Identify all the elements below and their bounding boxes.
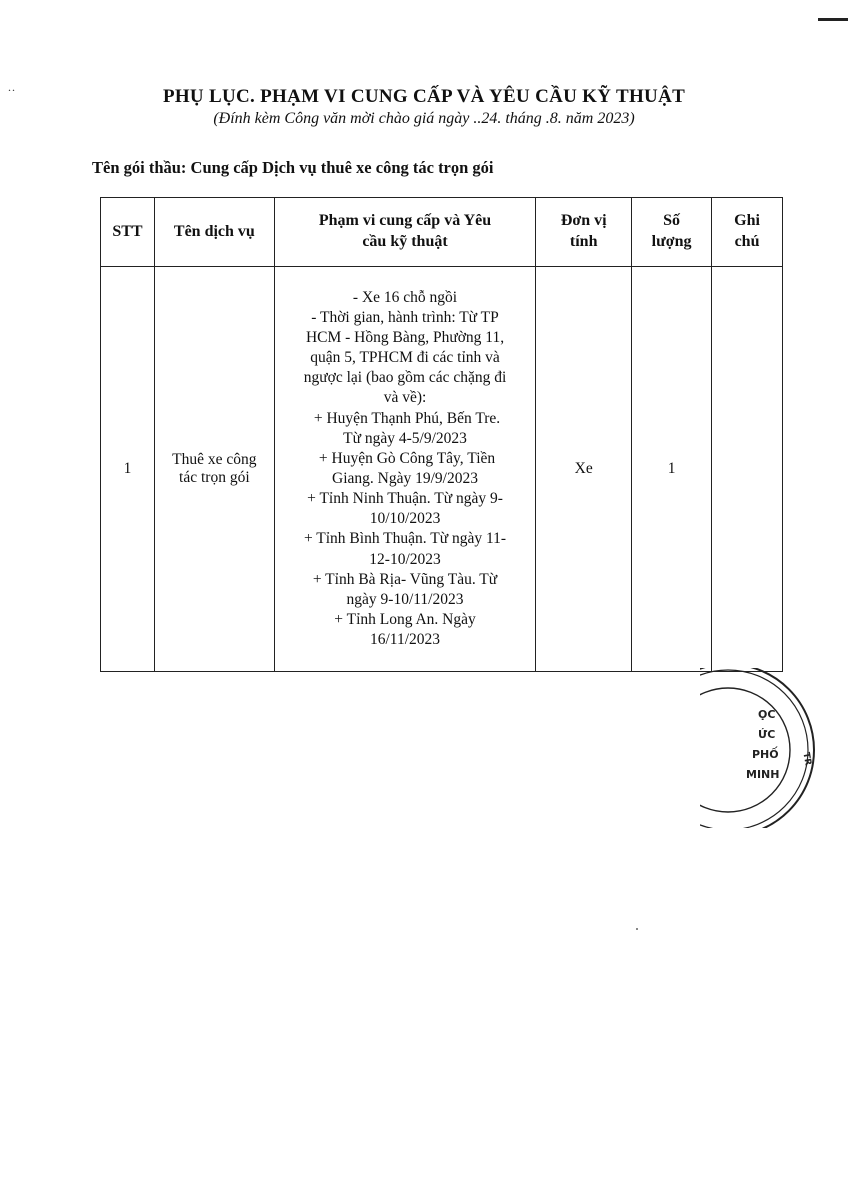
header-scope-line1: Phạm vi cung cấp và Yêu — [318, 212, 492, 230]
header-quantity-line2: lượng — [651, 233, 692, 250]
scope-line: - Xe 16 chỗ ngồi — [352, 288, 458, 306]
stamp-fragment: MINH — [746, 768, 780, 781]
header-note-line1: Ghi — [734, 212, 760, 230]
scope-line: Giang. Ngày 19/9/2023 — [332, 470, 478, 487]
cell-note — [712, 267, 783, 672]
stamp-fragment: TR — [800, 751, 813, 767]
scope-line: và về): — [383, 389, 427, 407]
cell-service-name — [154, 267, 274, 672]
scope-line: 12-10/2023 — [369, 550, 441, 568]
package-name: Tên gói thầu: Cung cấp Dịch vụ thuê xe công tác trọn gói — [92, 158, 494, 177]
scope-line: + Huyện Gò Công Tây, Tiền — [318, 449, 496, 467]
scan-dot — [636, 928, 638, 930]
stamp-fragment: PHỐ — [752, 748, 779, 761]
scope-line: - Thời gian, hành trình: Từ TP — [311, 308, 499, 326]
scope-line: 16/11/2023 — [369, 631, 441, 649]
scope-line: 10/10/2023 — [369, 510, 441, 528]
header-unit-line1: Đơn vị — [560, 212, 607, 230]
scope-line: + Tỉnh Ninh Thuận. Từ ngày 9- — [307, 490, 503, 508]
header-scope — [274, 198, 536, 267]
cell-stt: 1 — [101, 267, 155, 672]
stamp-fragment: ỨC — [758, 728, 776, 741]
document-title: PHỤ LỤC. PHẠM VI CUNG CẤP VÀ YÊU CẦU KỸ THUẬT — [162, 86, 686, 107]
cell-quantity: 1 — [632, 267, 712, 672]
scan-speck: .. — [8, 80, 16, 94]
scope-line: ngày 9-10/11/2023 — [346, 590, 464, 608]
header-stt: STT — [101, 198, 155, 267]
service-name-line2: tác trọn gói — [179, 469, 250, 486]
scope-line: Từ ngày 4-5/9/2023 — [343, 429, 467, 447]
scan-edge-mark — [818, 18, 848, 21]
scope-line: + Tỉnh Long An. Ngày — [334, 610, 476, 628]
scope-line: + Tỉnh Bình Thuận. Từ ngày 11- — [303, 530, 507, 548]
scope-line: ngược lại (bao gồm các chặng đi — [303, 369, 507, 387]
scope-line: quận 5, TPHCM đi các tỉnh và — [310, 349, 500, 367]
table-row — [101, 267, 783, 672]
scope-line: HCM - Hồng Bàng, Phường 11, — [305, 329, 505, 347]
stamp-fragment: ỌC — [758, 708, 776, 721]
table-header-row — [101, 198, 783, 267]
scope-line: + Huyện Thạnh Phú, Bến Tre. — [313, 409, 501, 427]
scope-table — [100, 197, 783, 672]
header-service-name: Tên dịch vụ — [154, 198, 274, 267]
header-quantity-line1: Số — [663, 212, 681, 230]
header-unit — [536, 198, 632, 267]
cell-scope — [274, 267, 536, 672]
scope-line: + Tỉnh Bà Rịa- Vũng Tàu. Từ — [312, 570, 498, 588]
cell-unit: Xe — [536, 267, 632, 672]
header-unit-line2: tính — [569, 233, 598, 250]
header-quantity — [632, 198, 712, 267]
service-name-line1: Thuê xe công — [172, 451, 257, 468]
header-note-line2: chú — [734, 233, 760, 250]
official-stamp — [700, 668, 830, 828]
header-scope-line2: cầu kỹ thuật — [362, 233, 448, 250]
document-subtitle: (Đính kèm Công văn mời chào giá ngày ..24. tháng .8. năm 2023) — [213, 110, 635, 127]
header-note — [712, 198, 783, 267]
